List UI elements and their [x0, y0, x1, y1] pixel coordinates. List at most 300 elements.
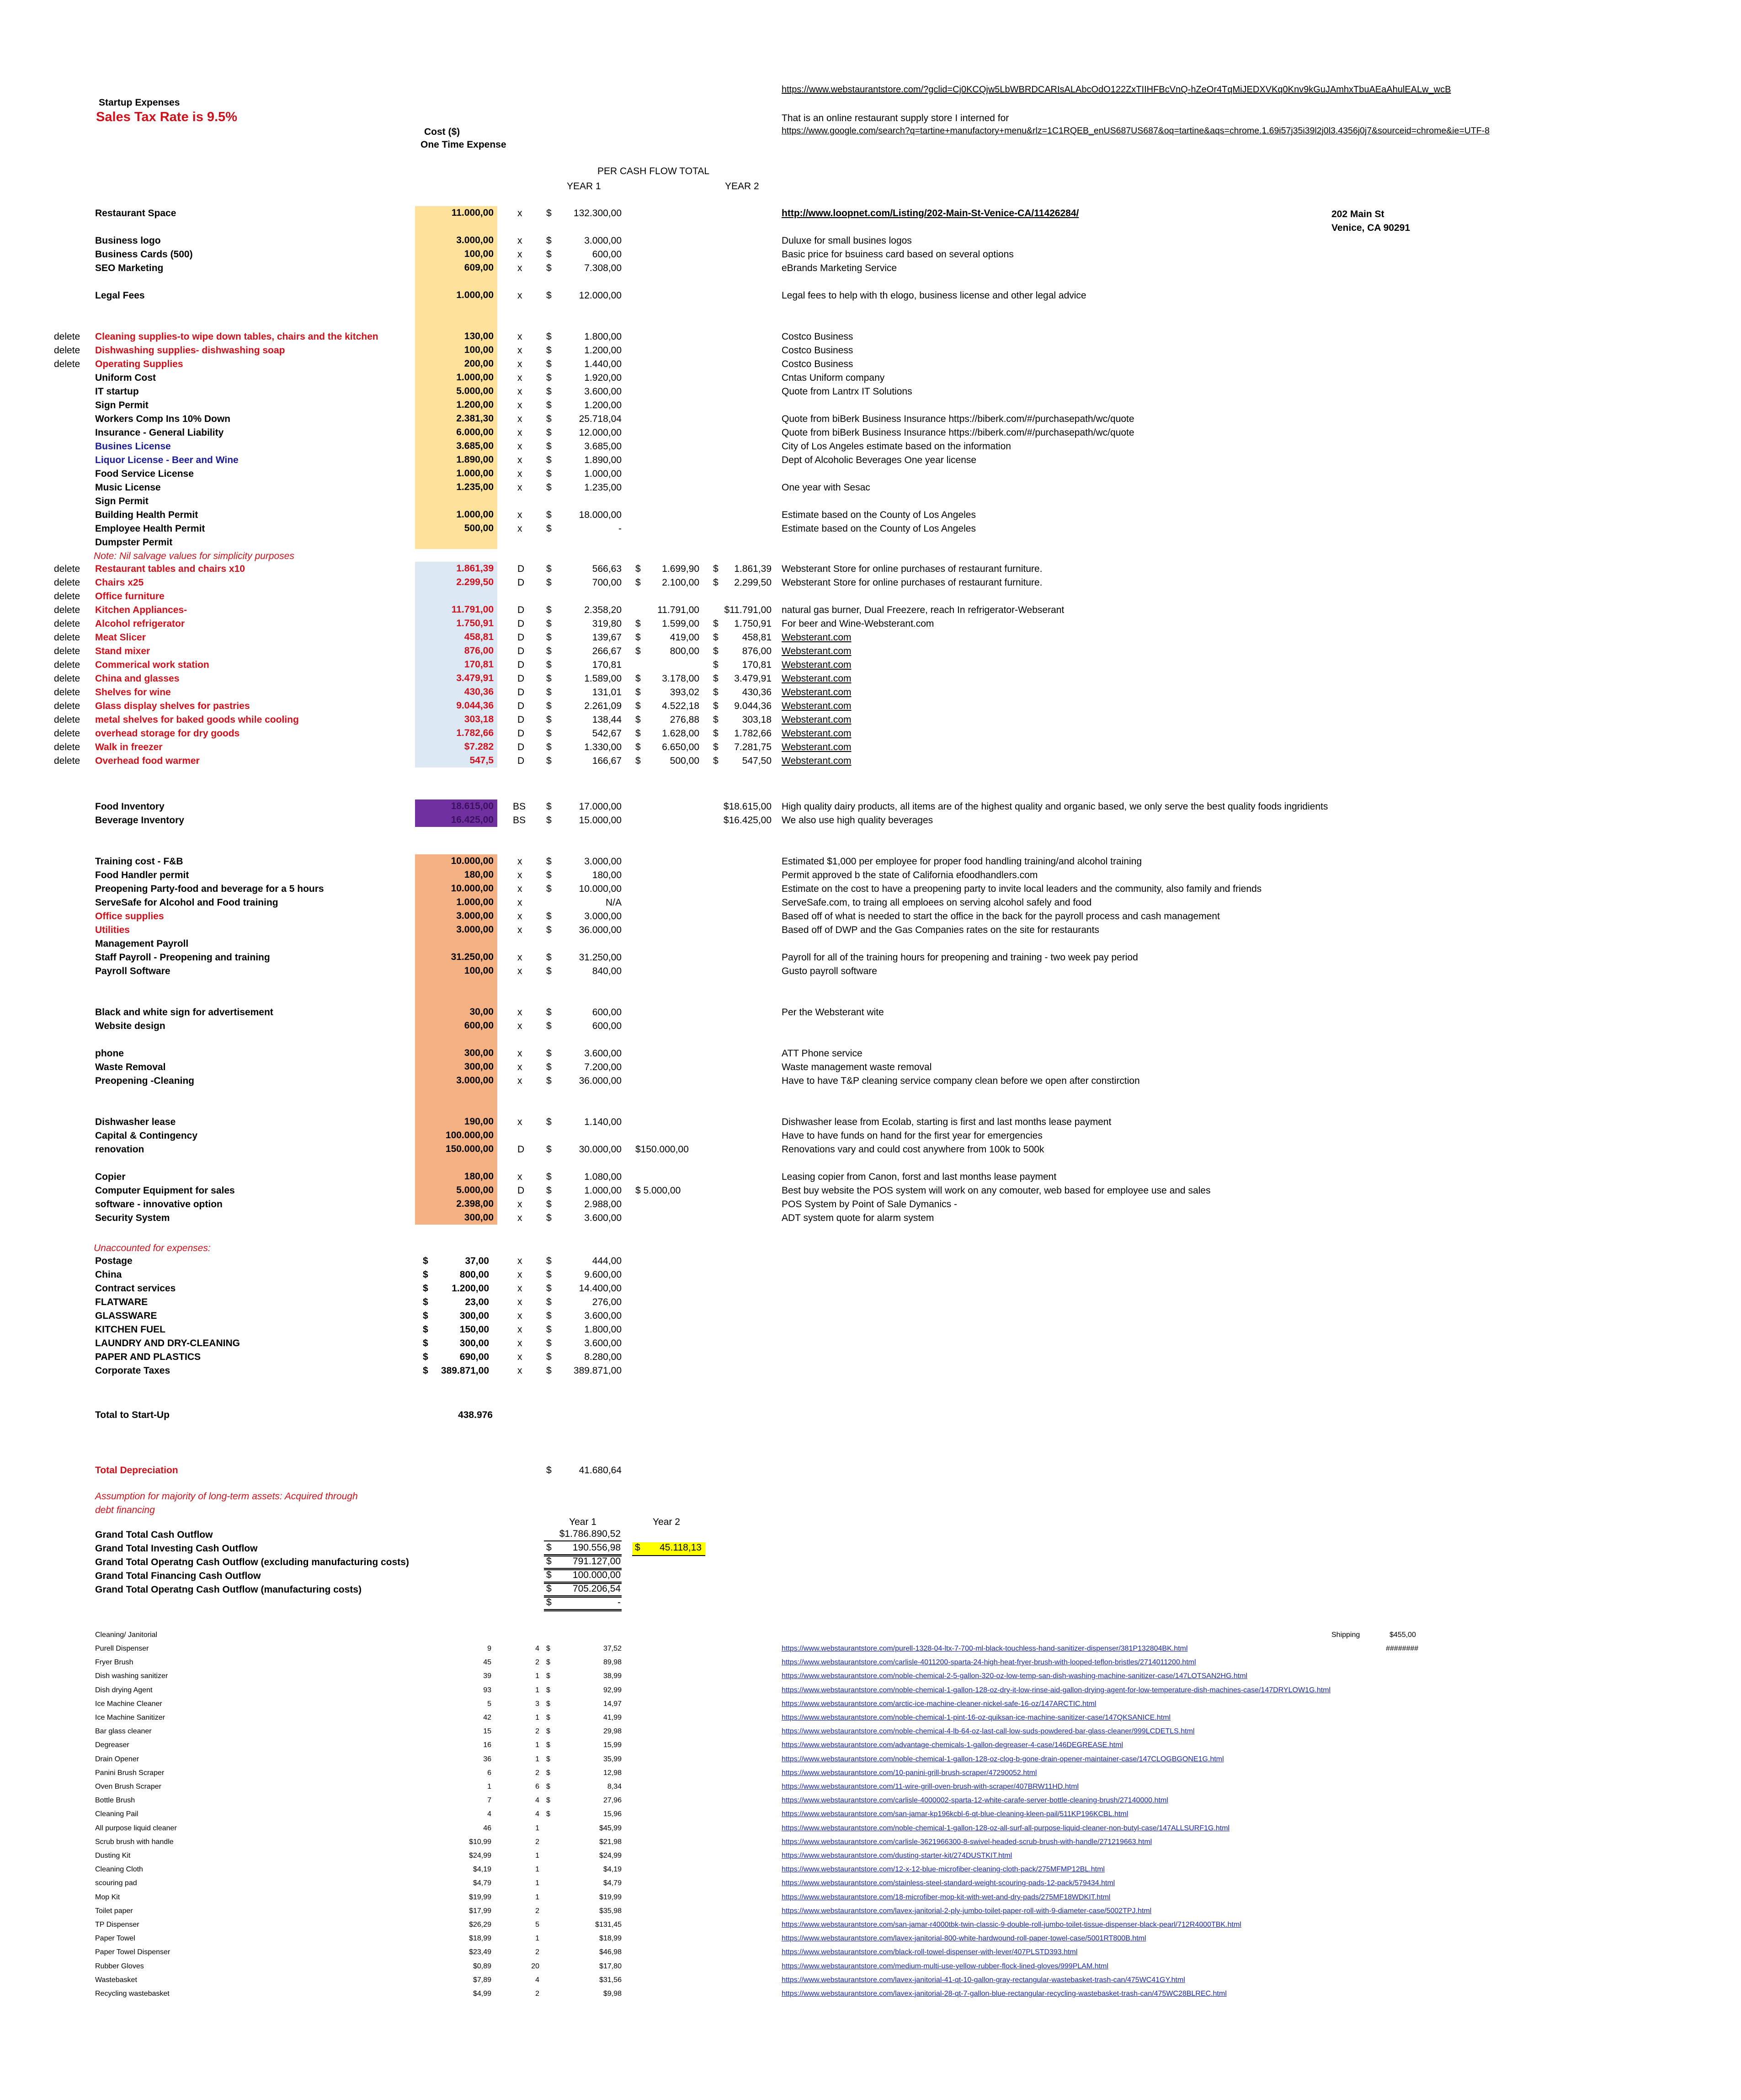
cleaning-item-qty: 6: [535, 1783, 539, 1791]
year1-value: 12.000,00: [579, 290, 622, 301]
cleaning-item-qty: 1: [535, 1865, 539, 1873]
google-link[interactable]: https://www.google.com/search?q=tartine+manufactory+menu&rlz=1C1RQEB_enUS687US687&oq=tartine&aqs=chrome.1.69i57j35i39l2j0l3.4356j0j7&sourceid=chrome&ie=UTF-8: [782, 126, 1490, 136]
year1-value: 166,67: [592, 756, 622, 766]
row-label: Postage: [95, 1256, 133, 1266]
dollar-sign: $: [635, 742, 641, 752]
cleaning-item-name: scouring pad: [95, 1879, 137, 1887]
dollar-sign: $: [546, 632, 552, 643]
cleaning-item-link[interactable]: https://www.webstaurantstore.com/18-microfiber-mop-kit-with-wet-and-dry-pads/275MF18WDKIT.html: [782, 1893, 1111, 1901]
row-label: PAPER AND PLASTICS: [95, 1352, 201, 1362]
cleaning-item-link[interactable]: https://www.webstaurantstore.com/san-jamar-kp196kcbl-6-qt-blue-cleaning-kleen-pail/511KP196KCBL.html: [782, 1810, 1129, 1818]
row-note[interactable]: Websterant.com: [782, 687, 852, 698]
year1-value: 1.200,00: [584, 400, 622, 410]
cleaning-item-name: All purpose liquid cleaner: [95, 1824, 177, 1832]
row-label: metal shelves for baked goods while cooling: [95, 714, 299, 725]
dollar-sign: $: [713, 673, 719, 684]
dollar-sign: $: [546, 1185, 552, 1196]
cleaning-item-name: Purell Dispenser: [95, 1645, 149, 1652]
year1-value: 3.000,00: [584, 235, 622, 246]
method-code: x: [517, 1213, 522, 1223]
startup-total-value: 438.976: [458, 1410, 493, 1420]
cleaning-item-link[interactable]: https://www.webstaurantstore.com/lavex-janitorial-28-qt-7-gallon-blue-rectangular-recycling-wastebasket-trash-can/475WC28BLREC.html: [782, 1990, 1227, 1998]
cleaning-item-link[interactable]: https://www.webstaurantstore.com/medium-multi-use-yellow-rubber-flock-lined-gloves/999PLAM.html: [782, 1962, 1108, 1970]
dollar-sign: $: [713, 714, 719, 725]
row-label: Restaurant tables and chairs x10: [95, 564, 245, 574]
row-label: Employee Health Permit: [95, 523, 205, 534]
dollar-sign: $: [546, 414, 552, 424]
cleaning-item-link[interactable]: https://www.webstaurantstore.com/noble-chemical-1-pint-16-oz-quiksan-ice-machine-sanitizer-case/147QKSANICE.html: [782, 1714, 1171, 1722]
row-label: Legal Fees: [95, 290, 145, 301]
dollar-sign: $: [423, 1338, 428, 1348]
cost-cell: 1.750,91: [415, 617, 497, 630]
cleaning-item-link[interactable]: https://www.webstaurantstore.com/noble-chemical-4-lb-64-oz-last-call-low-suds-powdered-bar-glass-cleaner/999LCDETLS.html: [782, 1727, 1195, 1735]
dollar-sign: $: [546, 1645, 550, 1652]
address-line1: 202 Main St: [1331, 209, 1384, 219]
cost-header: Cost ($): [424, 127, 460, 137]
year1-value: 25.718,04: [579, 414, 622, 424]
row-note: Estimate based on the County of Los Angeles: [782, 510, 976, 520]
method-code: x: [517, 1324, 522, 1335]
year2-value-a: 393,02: [670, 687, 699, 698]
row-label: Corporate Taxes: [95, 1365, 170, 1376]
cleaning-item-name: Fryer Brush: [95, 1658, 133, 1666]
grand-total-year1: [544, 1529, 622, 1541]
row-label: Office supplies: [95, 911, 164, 922]
cost-cell: 170,81: [415, 658, 497, 672]
cleaning-item-link[interactable]: https://www.webstaurantstore.com/black-roll-towel-dispenser-with-lever/407PLSTD393.html: [782, 1948, 1078, 1956]
grand-total-year1: [544, 1583, 622, 1598]
row-note[interactable]: Websterant.com: [782, 646, 852, 656]
row-label: Dishwashing supplies- dishwashing soap: [95, 345, 285, 356]
dollar-sign: $: [635, 728, 641, 739]
cost-cell: 458,81: [415, 630, 497, 644]
dollar-sign: $: [635, 701, 641, 711]
row-note[interactable]: Websterant.com: [782, 673, 852, 684]
dollar-sign: $: [546, 1269, 552, 1280]
cleaning-item-link[interactable]: https://www.webstaurantstore.com/carlisle-4000002-sparta-12-white-carafe-server-bottle-cleaning-brush/27140000.html: [782, 1796, 1168, 1804]
cost-cell: [415, 1156, 497, 1170]
dollar-sign: $: [546, 1338, 552, 1348]
cleaning-item-link[interactable]: https://www.webstaurantstore.com/stainless-steel-standard-weight-scouring-pads-12-pack/579434.html: [782, 1879, 1115, 1887]
cleaning-item-link[interactable]: https://www.webstaurantstore.com/carlisle-4011200-sparta-24-high-heat-fryer-brush-with-looped-teflon-bristles/2714011200.html: [782, 1658, 1196, 1666]
cost-cell: 3.000,00: [415, 923, 497, 937]
cost-cell: 11.000,00: [415, 206, 497, 220]
year1-value: 170,81: [592, 660, 622, 670]
dollar-sign: $: [635, 646, 641, 656]
year2-value-b: $16.425,00: [723, 815, 772, 826]
cost-cell: 11.791,00: [415, 603, 497, 617]
cost-cell: [415, 494, 497, 508]
year1-value: 319,80: [592, 618, 622, 629]
cleaning-item-total: $9,98: [603, 1990, 622, 1998]
cost-cell: [415, 1087, 497, 1101]
dollar-sign: $: [423, 1297, 428, 1307]
cost-cell: 190,00: [415, 1115, 497, 1129]
row-note[interactable]: Websterant.com: [782, 701, 852, 711]
dollar-sign: $: [546, 1810, 550, 1818]
cleaning-item-price: $10,99: [469, 1838, 491, 1846]
grand-year1-header: Year 1: [569, 1517, 596, 1527]
year2-value-a: $ 5.000,00: [635, 1185, 681, 1196]
row-label: Building Health Permit: [95, 510, 198, 520]
dollar-sign: $: [546, 1542, 552, 1553]
row-label: Insurance - General Liability: [95, 427, 224, 438]
year1-value: 1.330,00: [584, 742, 622, 752]
cleaning-item-link[interactable]: https://www.webstaurantstore.com/lavex-janitorial-2-ply-jumbo-toilet-paper-roll-with-9-diameter-case/5002TPJ.html: [782, 1907, 1152, 1915]
year2-value-b: 876,00: [742, 646, 772, 656]
year2-value-a: 6.650,00: [662, 742, 699, 752]
cleaning-item-qty: 5: [535, 1921, 539, 1929]
grand-total-year1-value: 100.000,00: [572, 1570, 621, 1580]
dollar-sign: $: [546, 1144, 552, 1155]
cleaning-item-name: Paper Towel Dispenser: [95, 1948, 170, 1956]
year1-value: 132.300,00: [573, 208, 622, 219]
method-code: x: [517, 523, 522, 534]
dollar-sign: $: [546, 618, 552, 629]
row-note: Costco Business: [782, 331, 853, 342]
row-label: Waste Removal: [95, 1062, 166, 1072]
cost-cell: 30,00: [415, 1005, 497, 1019]
cost-cell: 200,00: [415, 357, 497, 371]
cleaning-item-price: $4,79: [473, 1879, 491, 1887]
year2-value-a: 276,88: [670, 714, 699, 725]
cleaning-item-name: Bar glass cleaner: [95, 1727, 152, 1735]
cleaning-item-name: Scrub brush with handle: [95, 1838, 174, 1846]
dollar-sign: $: [546, 925, 552, 935]
row-note: For beer and Wine-Websterant.com: [782, 618, 934, 629]
cleaning-item-qty: 4: [535, 1976, 539, 1984]
method-code: D: [517, 632, 525, 643]
delete-flag: delete: [54, 728, 80, 739]
year1-value: -: [618, 523, 622, 534]
depreciation-total-value: 41.680,64: [579, 1465, 622, 1476]
method-code: x: [517, 1311, 522, 1321]
year1-value: 2.358,20: [584, 605, 622, 615]
method-code: x: [517, 966, 522, 976]
cleaning-title: Cleaning/ Janitorial: [95, 1631, 158, 1639]
cleaning-item-total: $35,98: [599, 1907, 622, 1915]
method-code: D: [517, 756, 525, 766]
dollar-sign: $: [546, 673, 552, 684]
cleaning-item-total: 29,98: [603, 1727, 622, 1735]
method-code: x: [517, 870, 522, 880]
year1-value: 17.000,00: [579, 801, 622, 812]
depreciation-dollar: $: [546, 1465, 552, 1476]
shipping-value: $455,00: [1390, 1631, 1416, 1639]
method-code: x: [517, 911, 522, 922]
cost-cell: 3.000,00: [415, 909, 497, 923]
year1-value: 36.000,00: [579, 1076, 622, 1086]
cost-cell: 430,36: [415, 685, 497, 699]
row-note[interactable]: Websterant.com: [782, 714, 852, 725]
cost-cell: [415, 978, 497, 991]
year1-value: 1.800,00: [584, 1324, 622, 1335]
cost-value: 300,00: [459, 1338, 489, 1348]
cashflow-header: PER CASH FLOW TOTAL: [597, 166, 710, 176]
row-note: Costco Business: [782, 359, 853, 369]
cleaning-item-link[interactable]: https://www.webstaurantstore.com/dusting-starter-kit/274DUSTKIT.html: [782, 1852, 1012, 1860]
dollar-sign: $: [546, 1062, 552, 1072]
dollar-sign: $: [546, 1021, 552, 1031]
method-code: x: [517, 1007, 522, 1018]
cost-cell: [415, 937, 497, 950]
cleaning-item-total: $45,99: [599, 1824, 622, 1832]
year2-header: YEAR 2: [725, 181, 759, 192]
row-label: Overhead food warmer: [95, 756, 200, 766]
nil-salvage-note: Note: Nil salvage values for simplicity purposes: [94, 551, 294, 561]
cost-cell: 1.000,00: [415, 288, 497, 302]
year2-value-a: 3.178,00: [662, 673, 699, 684]
dollar-sign: $: [546, 1199, 552, 1210]
year2-value-b: 1.782,66: [734, 728, 772, 739]
cleaning-item-total: $4,19: [603, 1865, 622, 1873]
delete-flag: delete: [54, 605, 80, 615]
year1-value: 389.871,00: [573, 1365, 622, 1376]
cleaning-item-link[interactable]: https://www.webstaurantstore.com/san-jamar-r4000tbk-twin-classic-9-double-roll-jumbo-toilet-tissue-dispenser-black-pearl/712R4000TBK.html: [782, 1921, 1241, 1929]
year1-value: 276,00: [592, 1297, 622, 1307]
cost-cell: 500,00: [415, 522, 497, 535]
dollar-sign: $: [635, 632, 641, 643]
cost-value: 1.200,00: [452, 1283, 489, 1294]
row-note: ATT Phone service: [782, 1048, 863, 1059]
year1-value: 444,00: [592, 1256, 622, 1266]
cleaning-item-price: $0,89: [473, 1962, 491, 1970]
row-note: eBrands Marketing Service: [782, 263, 897, 273]
cleaning-item-link[interactable]: https://www.webstaurantstore.com/noble-chemical-1-gallon-128-oz-all-surf-all-purpose-liquid-cleaner-non-butyl-case/147ALLSURF1G.html: [782, 1824, 1230, 1832]
year1-value: 566,63: [592, 564, 622, 574]
dollar-sign: $: [546, 331, 552, 342]
cleaning-item-link[interactable]: https://www.webstaurantstore.com/lavex-janitorial-800-white-hardwound-roll-paper-towel-case/5001RT800B.html: [782, 1935, 1146, 1942]
year2-value-a: 1.628,00: [662, 728, 699, 739]
cleaning-item-price: $18,99: [469, 1935, 491, 1942]
webstaurant-link[interactable]: https://www.webstaurantstore.com/?gclid=Cj0KCQjw5LbWBRDCARIsALAbcOdO122ZxTIIHFBcVnQ-hZeOr4TqMiJEDXVKq0Knv9kGuJAmhxTbuAEaAhulEALw_wcB: [782, 85, 1451, 95]
cleaning-item-link[interactable]: https://www.webstaurantstore.com/purell-1328-04-ltx-7-700-ml-black-touchless-hand-sanitizer-dispenser/381P132804BK.html: [782, 1645, 1188, 1652]
delete-flag: delete: [54, 701, 80, 711]
cleaning-item-qty: 2: [535, 1907, 539, 1915]
row-note: Dept of Alcoholic Beverages One year license: [782, 455, 977, 465]
row-label: Business Cards (500): [95, 249, 193, 260]
row-note: Dishwasher lease from Ecolab, starting is first and last months lease payment: [782, 1117, 1112, 1127]
method-code: D: [517, 618, 525, 629]
cleaning-item-total: $131,45: [595, 1921, 622, 1929]
year1-value: 10.000,00: [579, 884, 622, 894]
cleaning-item-name: Dish drying Agent: [95, 1686, 153, 1694]
dollar-sign: $: [546, 1769, 550, 1777]
assumption-line2: debt financing: [95, 1505, 155, 1515]
row-note: POS System by Point of Sale Dymanics -: [782, 1199, 957, 1210]
year1-value: 7.200,00: [584, 1062, 622, 1072]
dollar-sign: $: [546, 1007, 552, 1018]
cleaning-item-qty: 2: [535, 1769, 539, 1777]
row-label: Meat Slicer: [95, 632, 146, 643]
method-code: x: [517, 1338, 522, 1348]
method-code: D: [517, 701, 525, 711]
row-label: ServeSafe for Alcohol and Food training: [95, 897, 278, 908]
year1-value: 3.600,00: [584, 1048, 622, 1059]
cleaning-item-total: 35,99: [603, 1755, 622, 1763]
row-label: Chairs x25: [95, 577, 144, 588]
cost-value: 800,00: [459, 1269, 489, 1280]
cost-cell: 100.000,00: [415, 1129, 497, 1142]
dollar-sign: $: [546, 564, 552, 574]
dollar-sign: $: [546, 577, 552, 588]
row-label: Food Inventory: [95, 801, 165, 812]
cost-cell: 1.200,00: [415, 398, 497, 412]
delete-flag: delete: [54, 564, 80, 574]
cost-cell: 300,00: [415, 1060, 497, 1074]
year1-value: 1.920,00: [584, 373, 622, 383]
cleaning-item-qty: 2: [535, 1990, 539, 1998]
row-label: overhead storage for dry goods: [95, 728, 240, 739]
cost-cell: 609,00: [415, 261, 497, 275]
dollar-sign: $: [546, 1297, 552, 1307]
delete-flag: delete: [54, 687, 80, 698]
dollar-sign: $: [713, 577, 719, 588]
row-note[interactable]: Websterant.com: [782, 660, 852, 670]
method-code: x: [517, 1283, 522, 1294]
grand-total-year1-value: 190.556,98: [572, 1542, 621, 1553]
year2-value-b: 3.479,91: [734, 673, 772, 684]
cleaning-item-qty: 2: [535, 1658, 539, 1666]
cleaning-item-link[interactable]: https://www.webstaurantstore.com/10-panini-grill-brush-scraper/47290052.html: [782, 1769, 1037, 1777]
dollar-sign: $: [546, 482, 552, 493]
row-label: Glass display shelves for pastries: [95, 701, 250, 711]
dollar-sign: $: [546, 856, 552, 867]
cleaning-item-name: Toilet paper: [95, 1907, 133, 1915]
row-label: Training cost - F&B: [95, 856, 183, 867]
dollar-sign: $: [546, 373, 552, 383]
year2-value-a: 1.699,90: [662, 564, 699, 574]
cleaning-item-link[interactable]: https://www.webstaurantstore.com/noble-chemical-1-gallon-128-oz-dry-it-low-rinse-aid-gallon-drying-agent-for-low-temperature-dish-machines-case/147DRYLOW1G.html: [782, 1686, 1331, 1694]
dollar-sign: $: [546, 1686, 550, 1694]
row-label: Walk in freezer: [95, 742, 163, 752]
cost-cell: 5.000,00: [415, 1183, 497, 1197]
cleaning-item-link[interactable]: https://www.webstaurantstore.com/carlisle-3621966300-8-swivel-headed-scrub-brush-with-handle/271219663.html: [782, 1838, 1152, 1846]
cleaning-item-link[interactable]: https://www.webstaurantstore.com/arctic-ice-machine-cleaner-nickel-safe-16-oz/147ARCTIC.html: [782, 1700, 1097, 1708]
year1-value: 1.890,00: [584, 455, 622, 465]
cost-cell: [415, 220, 497, 234]
row-note: natural gas burner, Dual Freezere, reach In refrigerator-Webserant: [782, 605, 1065, 615]
year1-value: 7.308,00: [584, 263, 622, 273]
cleaning-item-link[interactable]: https://www.webstaurantstore.com/noble-chemical-1-gallon-128-oz-clog-b-gone-drain-opener-maintainer-case/147CLOGBGONE1G.html: [782, 1755, 1224, 1763]
cost-cell: 150.000,00: [415, 1142, 497, 1156]
cleaning-item-total: 89,98: [603, 1658, 622, 1666]
row-label: Sign Permit: [95, 496, 149, 506]
grand-total-year1: [544, 1570, 622, 1584]
row-label: Kitchen Appliances-: [95, 605, 187, 615]
cleaning-item-name: Panini Brush Scraper: [95, 1769, 165, 1777]
cleaning-item-total: 15,99: [603, 1741, 622, 1749]
year1-value: 15.000,00: [579, 815, 622, 826]
row-note: Legal fees to help with th elogo, business license and other legal advice: [782, 290, 1086, 301]
method-code: D: [517, 742, 525, 752]
cost-value: 300,00: [459, 1311, 489, 1321]
year2-value-a: 1.599,00: [662, 618, 699, 629]
year2-value-a: 419,00: [670, 632, 699, 643]
method-code: x: [517, 235, 522, 246]
cleaning-item-total: $21,98: [599, 1838, 622, 1846]
method-code: x: [517, 1172, 522, 1182]
cleaning-item-total: 37,52: [603, 1645, 622, 1652]
cleaning-item-link[interactable]: https://www.webstaurantstore.com/11-wire-grill-oven-brush-with-scraper/407BRW11HD.html: [782, 1783, 1079, 1791]
row-label: Liquor License - Beer and Wine: [95, 455, 239, 465]
cleaning-item-link[interactable]: https://www.webstaurantstore.com/lavex-janitorial-41-qt-10-gallon-gray-rectangular-wastebasket-trash-can/475WC41GY.html: [782, 1976, 1185, 1984]
cleaning-item-price: 16: [483, 1741, 491, 1749]
cost-cell: 100,00: [415, 343, 497, 357]
cleaning-item-link[interactable]: https://www.webstaurantstore.com/advantage-chemicals-1-gallon-degreaser-4-case/146DEGREASE.html: [782, 1741, 1123, 1749]
dollar-sign: $: [713, 632, 719, 643]
method-code: x: [517, 208, 522, 219]
cleaning-item-name: Mop Kit: [95, 1893, 120, 1901]
cost-cell: 547,5: [415, 754, 497, 768]
row-note[interactable]: http://www.loopnet.com/Listing/202-Main-St-Venice-CA/11426284/: [782, 208, 1079, 219]
year1-value: 3.600,00: [584, 1311, 622, 1321]
row-note: Estimated $1,000 per employee for proper food handling training/and alcohol training: [782, 856, 1142, 867]
dollar-sign: $: [546, 1117, 552, 1127]
year2-value-b: 303,18: [742, 714, 772, 725]
dollar-sign: $: [635, 687, 641, 698]
dollar-sign: $: [546, 1365, 552, 1376]
method-code: D: [517, 577, 525, 588]
row-label: Preopening -Cleaning: [95, 1076, 195, 1086]
row-note[interactable]: Websterant.com: [782, 728, 852, 739]
dollar-sign: $: [546, 359, 552, 369]
method-code: D: [517, 673, 525, 684]
year1-value: 1.589,00: [584, 673, 622, 684]
cost-cell: [415, 535, 497, 549]
row-note[interactable]: Websterant.com: [782, 632, 852, 643]
dollar-sign: $: [546, 263, 552, 273]
cost-cell: 180,00: [415, 868, 497, 882]
cleaning-item-name: Paper Towel: [95, 1935, 135, 1942]
dollar-sign: $: [546, 884, 552, 894]
dollar-sign: $: [713, 618, 719, 629]
cost-value: 389.871,00: [441, 1365, 489, 1376]
year2-value-a: $150.000,00: [635, 1144, 689, 1155]
dollar-sign: $: [546, 1597, 552, 1608]
dollar-sign: $: [423, 1256, 428, 1266]
row-note[interactable]: Websterant.com: [782, 756, 852, 766]
year2-value-b: 1.861,39: [734, 564, 772, 574]
cost-cell: 876,00: [415, 644, 497, 658]
row-note[interactable]: Websterant.com: [782, 742, 852, 752]
method-code: x: [517, 510, 522, 520]
cleaning-item-name: Bottle Brush: [95, 1796, 135, 1804]
cleaning-item-price: 7: [487, 1796, 491, 1804]
dollar-sign: $: [546, 1352, 552, 1362]
cost-cell: [415, 991, 497, 1005]
cost-cell: 2.299,50: [415, 576, 497, 589]
cleaning-item-price: $19,99: [469, 1893, 491, 1901]
cleaning-item-link[interactable]: https://www.webstaurantstore.com/noble-chemical-2-5-gallon-320-oz-low-temp-san-dish-washing-machine-sanitizer-case/147LOTSAN2HG.html: [782, 1672, 1248, 1680]
method-code: D: [517, 687, 525, 698]
cleaning-item-total: 14,97: [603, 1700, 622, 1708]
row-label: Restaurant Space: [95, 208, 176, 219]
row-label: Business logo: [95, 235, 161, 246]
cleaning-item-link[interactable]: https://www.webstaurantstore.com/12-x-12-blue-microfiber-cleaning-cloth-pack/275MFMP12BL.html: [782, 1865, 1105, 1873]
row-label: Commerical work station: [95, 660, 209, 670]
cleaning-item-qty: 3: [535, 1700, 539, 1708]
cost-cell: 600,00: [415, 1019, 497, 1033]
year1-value: 131,01: [592, 687, 622, 698]
cost-cell: 18.615,00: [415, 799, 497, 813]
dollar-sign: $: [546, 1672, 550, 1680]
cleaning-item-name: Cleaning Cloth: [95, 1865, 143, 1873]
row-note: Best buy website the POS system will work on any comouter, web based for employee use and sales: [782, 1185, 1211, 1196]
cleaning-item-qty: 1: [535, 1741, 539, 1749]
dollar-sign: $: [546, 469, 552, 479]
cleaning-item-qty: 4: [535, 1645, 539, 1652]
